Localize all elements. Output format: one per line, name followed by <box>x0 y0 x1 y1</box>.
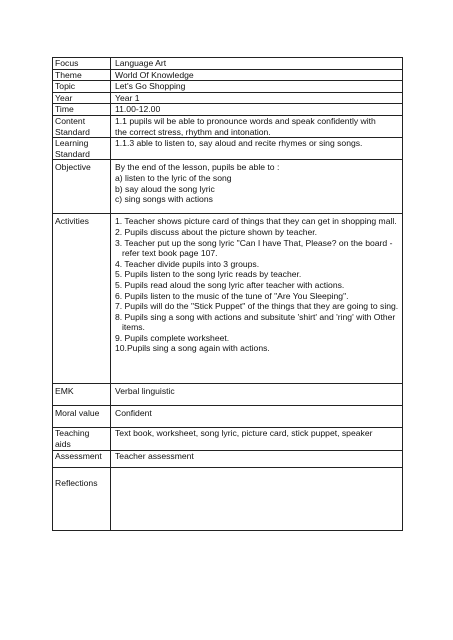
learning-standard-label <box>53 138 111 160</box>
theme-label: Theme <box>53 69 111 81</box>
content-standard-label-line: Content <box>55 115 86 126</box>
row-emk <box>53 384 403 406</box>
activity-item: 4. Teacher divide pupils into 3 groups. <box>115 258 260 269</box>
learning-standard-label-line: Learning <box>55 138 89 149</box>
moral-value-value: Confident <box>111 406 403 428</box>
activity-item: 10.Pupils sing a song again with actions. <box>115 343 270 354</box>
row-topic <box>53 81 403 93</box>
teaching-aids-label-line: aids <box>55 438 71 449</box>
activities-label: Activities <box>53 214 111 384</box>
row-learning-standard <box>53 138 403 160</box>
activities-value <box>111 214 403 384</box>
assessment-label: Assessment <box>53 450 111 467</box>
objective-item: a) listen to the lyric of the song <box>115 172 232 183</box>
content-standard-value-line: 1.1 pupils wil be able to pronounce words and speak confidently with <box>115 115 376 126</box>
teaching-aids-value: Text book, worksheet, song lyric, picture card, stick puppet, speaker <box>111 428 403 450</box>
activity-item: 1. Teacher shows picture card of things that they can get in shopping mall. <box>115 216 397 227</box>
year-label: Year <box>53 92 111 104</box>
row-year <box>53 92 403 104</box>
emk-value: Verbal linguistic <box>111 384 403 406</box>
activity-item: 9. Pupils complete worksheet. <box>115 332 230 343</box>
teaching-aids-label <box>53 428 111 450</box>
time-label: Time <box>53 104 111 116</box>
content-standard-value-line: the correct stress, rhythm and intonation. <box>115 126 271 137</box>
objective-item: b) say aloud the song lyric <box>115 183 215 194</box>
activity-item: 2. Pupils discuss about the picture shown by teacher. <box>115 226 318 237</box>
year-value: Year 1 <box>111 92 403 104</box>
time-value: 11.00-12.00 <box>111 104 403 116</box>
row-theme <box>53 69 403 81</box>
row-teaching-aids <box>53 428 403 450</box>
reflections-value <box>111 467 403 530</box>
objective-list <box>115 173 400 205</box>
activity-item: 5. Pupils read aloud the song lyric after teacher with actions. <box>115 279 345 290</box>
topic-label: Topic <box>53 81 111 93</box>
content-standard-value <box>111 115 403 137</box>
row-reflections <box>53 467 403 530</box>
emk-label: EMK <box>53 384 111 406</box>
focus-label: Focus <box>53 58 111 70</box>
row-focus <box>53 58 403 70</box>
objective-label: Objective <box>53 160 111 214</box>
activity-item: 8. Pupils sing a song with actions and subsitute 'shirt' and 'ring' with Other items. <box>115 311 396 333</box>
lesson-plan-table <box>52 57 403 531</box>
row-objective <box>53 160 403 214</box>
activity-item: 6. Pupils listen to the music of the tune of "Are You Sleeping". <box>115 290 349 301</box>
objective-item: c) sing songs with actions <box>115 194 213 205</box>
assessment-value: Teacher assessment <box>111 450 403 467</box>
moral-value-label: Moral value <box>53 406 111 428</box>
row-content-standard <box>53 115 403 137</box>
topic-value: Let's Go Shopping <box>111 81 403 93</box>
learning-standard-label-line: Standard <box>55 148 90 159</box>
reflections-label: Reflections <box>53 467 111 530</box>
objective-intro: By the end of the lesson, pupils be able to : <box>115 162 280 173</box>
content-standard-label <box>53 115 111 137</box>
activity-item: 3. Teacher put up the song lyric "Can I have That, Please? on the board - refer text book page 107. <box>115 237 393 259</box>
row-activities <box>53 214 403 384</box>
activity-item: 7. Pupils will do the "Stick Puppet" of the things that they are going to sing. <box>115 301 399 312</box>
content-standard-label-line: Standard <box>55 126 90 137</box>
activity-item: 5. Pupils listen to the song lyric reads by teacher. <box>115 269 302 280</box>
teaching-aids-label-line: Teaching <box>55 428 90 439</box>
theme-value: World Of Knowledge <box>111 69 403 81</box>
row-time <box>53 104 403 116</box>
activities-list <box>115 216 400 354</box>
row-moral-value <box>53 406 403 428</box>
row-assessment <box>53 450 403 467</box>
objective-value <box>111 160 403 214</box>
learning-standard-value: 1.1.3 able to listen to, say aloud and recite rhymes or sing songs. <box>111 138 403 160</box>
focus-value: Language Art <box>111 58 403 70</box>
